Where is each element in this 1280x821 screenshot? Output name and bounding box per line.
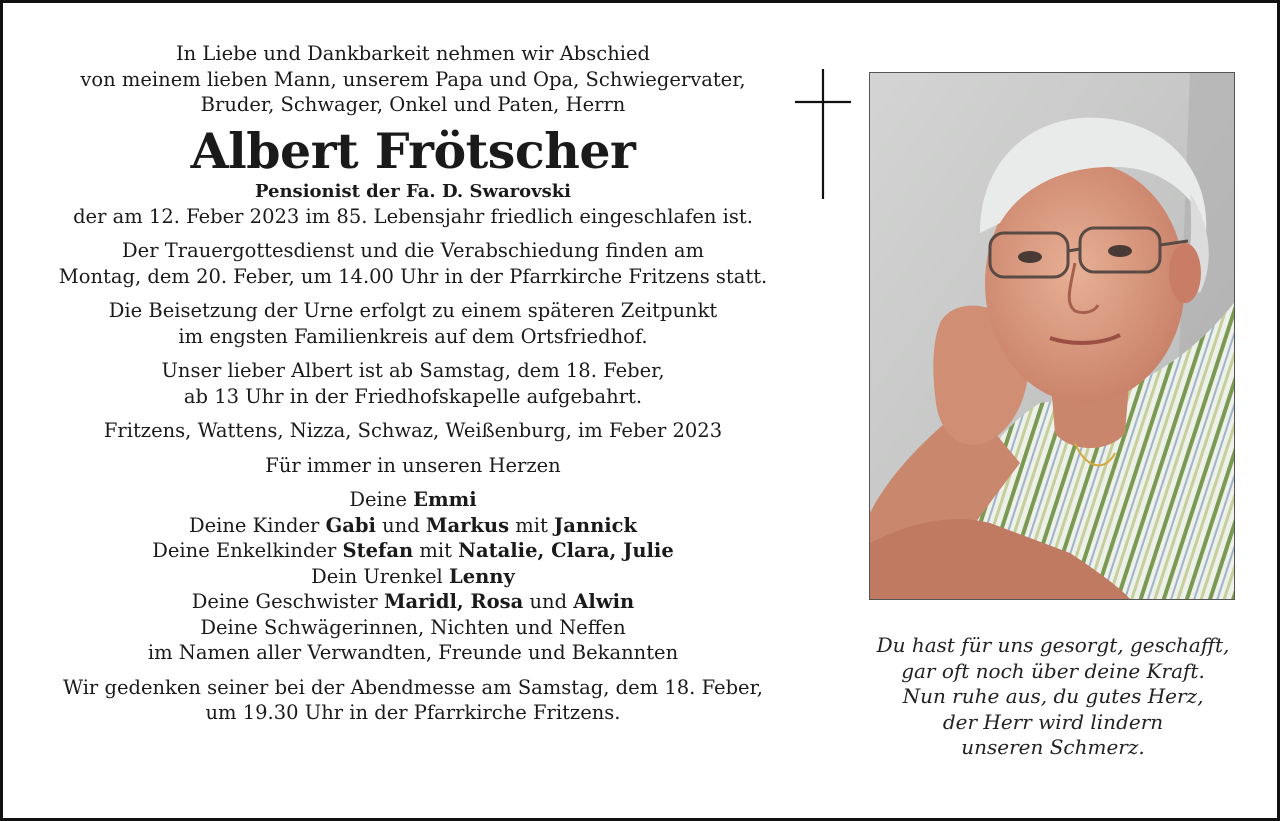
mourner-connector: mit [509,513,555,537]
mourner-name: Alwin [573,590,635,613]
service-line: Der Trauergottesdienst und die Verabschiedung finden am [122,239,704,262]
intro-line: von meinem lieben Mann, unserem Papa und Opa, Schwiegervater, [80,67,746,91]
poem-line: Du hast für uns gesorgt, geschafft, [876,633,1230,657]
viewing-info [43,358,783,409]
mourner-siblings [43,589,783,615]
mourner-prefix: Dein Urenkel [311,564,449,588]
mourner-prefix: Deine Kinder [188,513,326,537]
memorial-line: Wir gedenken seiner bei der Abendmesse am Samstag, dem 18. Feber, [63,675,763,699]
mourner-connector: und [375,513,426,537]
viewing-line: ab 13 Uhr in der Friedhofskapelle aufgebahrt. [183,384,643,408]
poem-line: gar oft noch über deine Kraft. [901,658,1205,683]
intro-line: Bruder, Schwager, Onkel und Paten, Herrn [200,93,626,116]
portrait-illustration [870,73,1234,599]
mourner-wife [43,487,783,513]
cross-icon [793,69,853,201]
hearts [43,453,783,479]
mourner-children [43,513,783,539]
poem [853,633,1253,761]
mourner-name: Maridl, Rosa [383,590,524,613]
mourner-sisters-in-law: Deine Schwägerinnen, Nichten und Neffen [200,615,626,639]
mourner-name: Gabi [325,513,376,537]
places-date-line: Fritzens, Wattens, Nizza, Schwaz, Weißenburg, im Feber 2023 [103,419,723,442]
funeral-service [43,238,783,289]
mourner-prefix: Deine Enkelkinder [152,539,343,562]
mourner-connector: und [523,590,574,613]
death-notice [43,204,783,230]
mourner-name: Jannick [554,513,638,537]
memorial-mass [43,675,783,726]
mourner-name: Markus [425,513,510,537]
places-date [43,418,783,444]
mourner-name: Emmi [413,488,477,511]
mourners-list [43,487,783,666]
burial-line: Die Beisetzung der Urne erfolgt zu einem späteren Zeitpunkt [108,299,718,322]
service-line: Montag, dem 20. Feber, um 14.00 Uhr in der Pfarrkirche Fritzens statt. [58,264,768,288]
hearts-line: Für immer in unseren Herzen [265,453,561,477]
mourner-relatives: im Namen aller Verwandten, Freunde und Bekannten [147,641,679,664]
intro-line: In Liebe und Dankbarkeit nehmen wir Abschied [175,42,651,65]
mourner-grandchildren [43,538,783,564]
mourner-name: Natalie, Clara, Julie [458,539,674,562]
intro [43,41,783,118]
burial-info [43,298,783,349]
poem-line: Nun ruhe aus, du gutes Herz, [902,684,1204,708]
mourner-name: Stefan [342,539,414,562]
deceased-name: Albert Frötscher [190,121,636,180]
viewing-line: Unser lieber Albert ist ab Samstag, dem 18. Feber, [161,359,665,382]
mourner-prefix: Deine Geschwister [191,590,384,613]
poem-line: unseren Schmerz. [961,735,1145,759]
memorial-line: um 19.30 Uhr in der Pfarrkirche Fritzens. [205,701,621,724]
death-line: der am 12. Feber 2023 im 85. Lebensjahr friedlich eingeschlafen ist. [73,204,753,228]
mourner-prefix: Deine [349,488,414,511]
portrait-photo [869,72,1235,600]
burial-line: im engsten Familienkreis auf dem Ortsfriedhof. [178,324,648,348]
mourner-connector: mit [413,539,459,562]
mourner-name: Lenny [449,564,515,588]
mourner-great-grandchild [43,564,783,590]
poem-line: der Herr wird lindern [942,709,1164,734]
deceased-occupation: Pensionist der Fa. D. Swarovski [254,180,572,202]
obituary-text [43,41,783,735]
